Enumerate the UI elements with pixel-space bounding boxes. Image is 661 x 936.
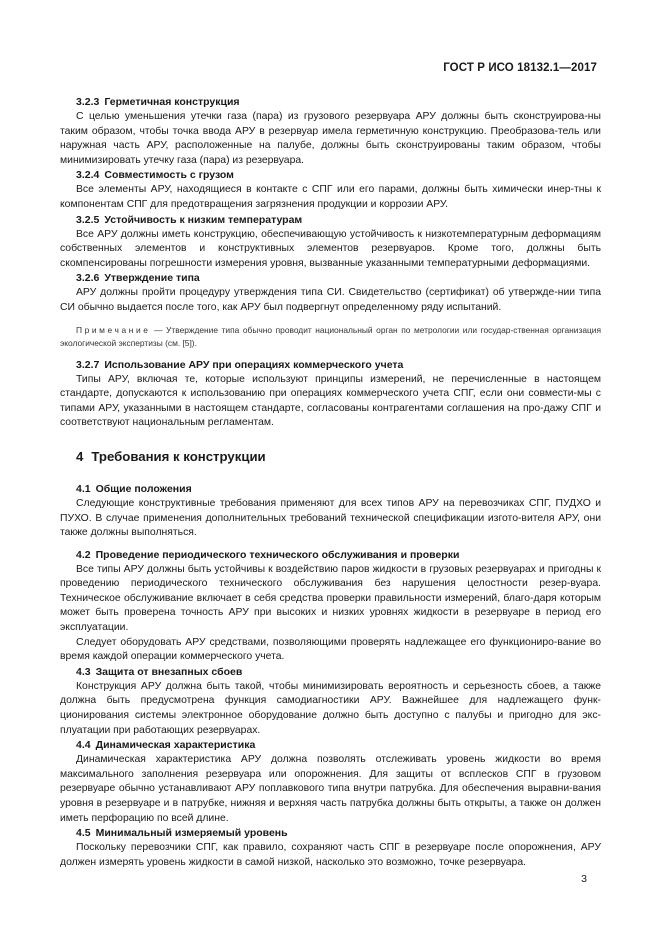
note-label: Примечание bbox=[76, 324, 151, 335]
subsection-heading bbox=[76, 95, 601, 109]
subsection-number: 4.3 bbox=[76, 665, 91, 678]
standard-header: ГОСТ Р ИСО 18132.1—2017 bbox=[443, 62, 597, 74]
paragraph: Динамическая характеристика АРУ должна позволять отслеживать уровень жидкости во время максимального заполнения резервуара или опорожнения. Для защиты от всплесков СПГ в грузовом резервуаре обычно устанавливают АРУ поплавкового типа внутри патрубка. Для обеспечения выравни-вания уровня в резервуаре и в патрубке, нижняя и верхняя часть патрубка должны быть открыты, а также он должен иметь перфорацию по всей длине. bbox=[60, 754, 601, 824]
subsection-number: 3.2.6 bbox=[76, 272, 100, 285]
subsection-title: Проведение периодического технического обслуживания и проверки bbox=[95, 548, 460, 561]
subsection-title: Защита от внезапных сбоев bbox=[95, 665, 243, 678]
subsection-number: 4.4 bbox=[76, 739, 91, 752]
subsection-number: 4.1 bbox=[76, 482, 91, 495]
subsection-heading bbox=[76, 738, 601, 752]
subsection-heading bbox=[76, 548, 601, 562]
subsection-number: 4.2 bbox=[76, 548, 91, 561]
paragraph: Следует оборудовать АРУ средствами, позволяющими проверять надлежащее его функциониро-вание во время каждой операции коммерческого учета. bbox=[60, 636, 601, 663]
subsection-title: Минимальный измеряемый уровень bbox=[95, 827, 288, 840]
paragraph: Все элементы АРУ, находящиеся в контакте с СПГ или его парами, должны быть химически инер-тны к компонентам СПГ для предотвращения загрязнения продукции и коррозии АРУ. bbox=[60, 184, 601, 210]
paragraph: Следующие конструктивные требования применяют для всех типов АРУ на перевозчиках СПГ, ПУДХО и ПУХО. В случае применения дополнительных требований технической спецификации изгото-вителя АРУ, они также должны выполняться. bbox=[60, 497, 601, 539]
subsection-heading bbox=[76, 358, 601, 372]
subsection-title: Герметичная конструкция bbox=[104, 96, 240, 108]
subsection-heading bbox=[76, 271, 601, 285]
page-number: 3 bbox=[581, 873, 587, 885]
paragraph: С целью уменьшения утечки газа (пара) из грузового резервуара АРУ должны быть сконструирова-ны таким образом, чтобы точка ввода АРУ в резервуар имела герметичную конструкцию. Преобразова-тель или наружная часть АРУ, расположенные на палубе, должны быть сконструированы таким образом, чтобы минимизировать утечку газа (пара) из резервуара. bbox=[60, 111, 601, 166]
subsection-title: Использование АРУ при операциях коммерческого учета bbox=[104, 358, 404, 371]
subsection-title: Динамическая характеристика bbox=[95, 739, 256, 752]
paragraph: Типы АРУ, включая те, которые используют принципы измерений, не перечисленные в настоящем стандарте, допускаются к использованию при операциях коммерческого учета СПГ, если они совмести-мы с типами АРУ, указанными в настоящем стандарте, согласованы контрагентами соглашения на про-дажу СПГ и соответствуют национальным регламентам. bbox=[60, 373, 601, 429]
paragraph: Все типы АРУ должны быть устойчивы к воздействию паров жидкости в грузовых резервуарах и пригодны к проведению периодического технического обслуживания без нарушения целостности резер-вуара. Техническое обслуживание включает в себя средства проверки правильности измерений, благо-даря которым может быть проверена точность АРУ при высоких и низких уровнях жидкости в резервуаре в период его эксплуатации. bbox=[60, 563, 601, 634]
subsection-title: Утверждение типа bbox=[104, 272, 200, 285]
subsection-number: 4.5 bbox=[76, 827, 91, 840]
paragraph: Поскольку перевозчики СПГ, как правило, сохраняют часть СПГ в резервуаре после опорожнения, АРУ должен измерять уровень жидкости в самой низкой, насколько это возможно, точке резервуара. bbox=[60, 842, 601, 868]
paragraph: АРУ должны пройти процедуру утверждения типа СИ. Свидетельство (сертификат) об утвержде-нии типа СИ обычно выдается после того, как АРУ был подвергнут определенному ряду испытаний. bbox=[60, 287, 601, 313]
subsection-heading bbox=[76, 213, 601, 227]
subsection-heading bbox=[76, 168, 601, 182]
subsection-number: 3.2.4 bbox=[76, 169, 100, 182]
subsection-title: Совместимость с грузом bbox=[104, 169, 234, 182]
note-text: — Утверждение типа обычно проводит национальный орган по метрологии или государ-ственная организация экологической экспертизы (см. [5]). bbox=[60, 324, 601, 348]
subsection-heading bbox=[76, 482, 601, 496]
subsection-number: 3.2.3 bbox=[76, 96, 100, 108]
paragraph: Конструкция АРУ должна быть такой, чтобы минимизировать вероятность и серьезность сбоев, а также должна быть предусмотрена функция самодиагностики АРУ. Важнейшее для надлежащего функ-ционирования системы электронное оборудование должно быть доступно с палубы и пригодно для экс-плуатации при работающих резервуарах. bbox=[60, 680, 601, 736]
section-number: 4 bbox=[76, 448, 84, 464]
note bbox=[60, 324, 601, 350]
subsection-heading bbox=[76, 665, 601, 679]
paragraph: Все АРУ должны иметь конструкцию, обеспечивающую устойчивость к низкотемпературным деформациям собственных элементов и конструктивных элементов резервуаров. Кроме того, должны быть скомпенсированы погрешности измерения уровня, вызванные указанными температурными деформациями. bbox=[60, 228, 601, 269]
page-content bbox=[60, 95, 601, 870]
subsection-title: Общие положения bbox=[95, 482, 192, 495]
section-title: Требования к конструкции bbox=[91, 448, 266, 464]
subsection-number: 3.2.7 bbox=[76, 358, 100, 371]
subsection-title: Устойчивость к низким температурам bbox=[104, 213, 303, 226]
section-heading bbox=[76, 449, 601, 464]
subsection-number: 3.2.5 bbox=[76, 213, 100, 226]
subsection-heading bbox=[76, 826, 601, 840]
